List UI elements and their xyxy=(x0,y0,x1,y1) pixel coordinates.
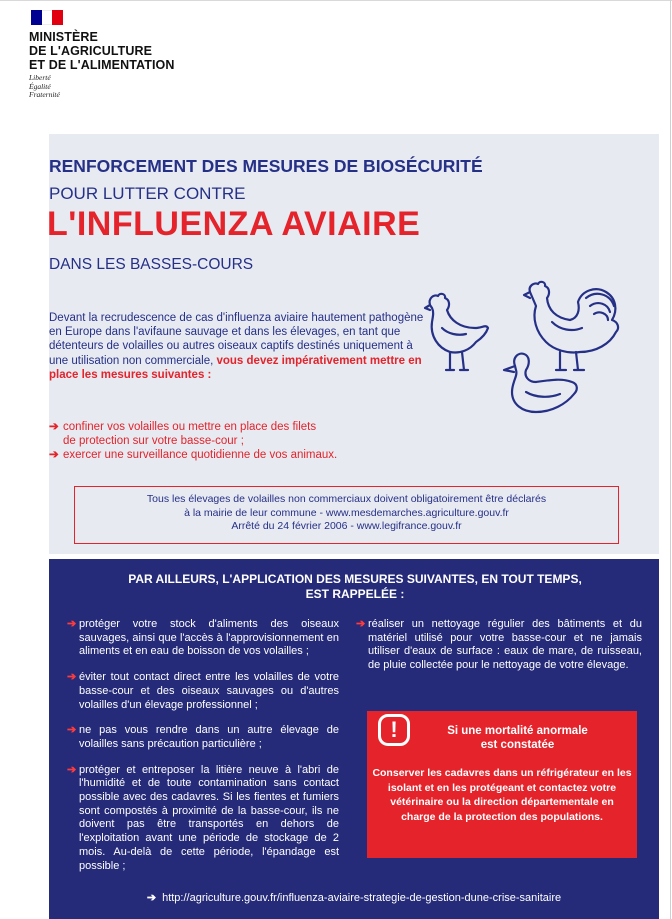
main-title: L'INFLUENZA AVIAIRE xyxy=(47,205,421,243)
intro-emphasis: vous devez impérativement mettre en place les mesures suivantes xyxy=(49,354,422,381)
measure-item: ➔ protéger et entreposer la litière neuve à l'abri de l'humidité et de toute contamination sans contact possible avec des cadavres. Si les fientes et fumiers sont compostés à proximité de la basse-cour, ils ne doivent pas être transportés en dehors de l'exploitation avant une période de stockage de 2 mois. Au-delà de cette période, l'épandage est possible ; xyxy=(67,763,339,872)
measures-left-column xyxy=(67,618,339,885)
ministry-name xyxy=(29,30,174,72)
notice-line: à la mairie de leur commune - www.mesdemarches.agriculture.gouv.fr xyxy=(184,506,509,519)
exclamation-icon: ! xyxy=(378,714,410,746)
title-line-4: DANS LES BASSES-COURS xyxy=(49,256,254,273)
flag-white xyxy=(42,10,53,25)
motto-line: Fraternité xyxy=(29,90,60,99)
measures-title: PAR AILLEURS, L'APPLICATION DES MESURES SUIVANTES, EN TOUT TEMPS, EST RAPPELÉE : xyxy=(128,572,582,601)
poultry-illustration xyxy=(420,270,635,445)
declaration-notice xyxy=(74,486,619,544)
motto-line: Égalité xyxy=(29,81,51,91)
intro-list xyxy=(49,412,429,463)
title-line-2: POUR LUTTER CONTRE xyxy=(49,184,246,203)
measure-item: ➔ éviter tout contact direct entre les volailles de votre basse-cour et des oiseaux sauvages ou d'autres volailles d'un élevage professionnel ; xyxy=(67,671,339,711)
duck-icon xyxy=(504,354,577,412)
right-border xyxy=(670,0,671,919)
measures-right-column xyxy=(356,618,642,673)
ministry-line: DE L'AGRICULTURE xyxy=(29,44,153,58)
measure-item: ➔ réaliser un nettoyage régulier des bâtiments et du matériel utilisé pour votre basse-cour et ne jamais utiliser d'eaux de surface : eaux de mare, de ruisseau, de pluie collectée pour le nettoyage de votre élevage. xyxy=(356,618,642,672)
top-border xyxy=(0,0,672,1)
alert-title: Si une mortalité anormale est constatée xyxy=(447,725,588,751)
arrow-icon: ➔ xyxy=(146,892,157,904)
alert-body: Conserver les cadavres dans un réfrigérateur en les isolant et en les protégeant et contactez votre vétérinaire ou la direction départementale en charge de la protection des populations. xyxy=(372,767,632,823)
arrow-icon: ➔ xyxy=(356,618,366,630)
intro-list-item: ➔ exercer une surveillance quotidienne de vos animaux. xyxy=(49,449,338,462)
measure-item: ➔ protéger votre stock d'aliments des oiseaux sauvages, ainsi que l'accès à l'approvisionnement en aliments et en eau de boisson de vos volailles ; xyxy=(67,618,339,658)
arrow-icon: ➔ xyxy=(67,724,77,737)
notice-line: Tous les élevages de volailles non commerciaux doivent obligatoirement être déclarés xyxy=(146,493,547,505)
marianne-flag-logo xyxy=(31,10,63,25)
intro-paragraph xyxy=(49,311,424,382)
flag-blue xyxy=(31,10,42,25)
hen-icon xyxy=(425,294,488,370)
arrow-icon: ➔ xyxy=(67,763,77,776)
motto-line: Liberté xyxy=(29,73,51,82)
ministry-line: ET DE L'ALIMENTATION xyxy=(29,58,175,72)
intro-list-item: ➔ confiner vos volailles ou mettre en place des filets de protection sur votre basse-cour ; xyxy=(49,421,317,448)
footer-link-row xyxy=(49,891,659,904)
ministry-line: MINISTÈRE xyxy=(29,30,98,44)
arrow-icon: ➔ xyxy=(49,449,59,462)
republic-motto xyxy=(29,74,60,100)
intro-emphasis-end: : xyxy=(204,368,212,381)
notice-line: Arrêté du 24 février 2006 - www.legifrance.gouv.fr xyxy=(231,520,462,532)
intro-text: Devant la recrudescence de cas d'influenza aviaire hautement pathogène en Europe dans l'avifaune sauvage et dans les élevages, en tant que détenteurs de volailles ou autres oiseaux captifs destinés uniquement à une utilisation non commerciale, xyxy=(49,312,424,367)
footer-link[interactable]: http://agriculture.gouv.fr/influenza-aviaire-strategie-de-gestion-dune-crise-sanitaire xyxy=(162,892,562,904)
arrow-icon: ➔ xyxy=(49,421,59,433)
measure-item: ➔ ne pas vous rendre dans un autre élevage de volailles sans précaution particulière ; xyxy=(67,724,339,750)
title-line-1: RENFORCEMENT DES MESURES DE BIOSÉCURITÉ xyxy=(49,156,483,176)
arrow-icon: ➔ xyxy=(67,618,77,630)
arrow-icon: ➔ xyxy=(67,671,77,684)
rooster-icon xyxy=(524,282,618,370)
flag-red xyxy=(52,10,63,25)
